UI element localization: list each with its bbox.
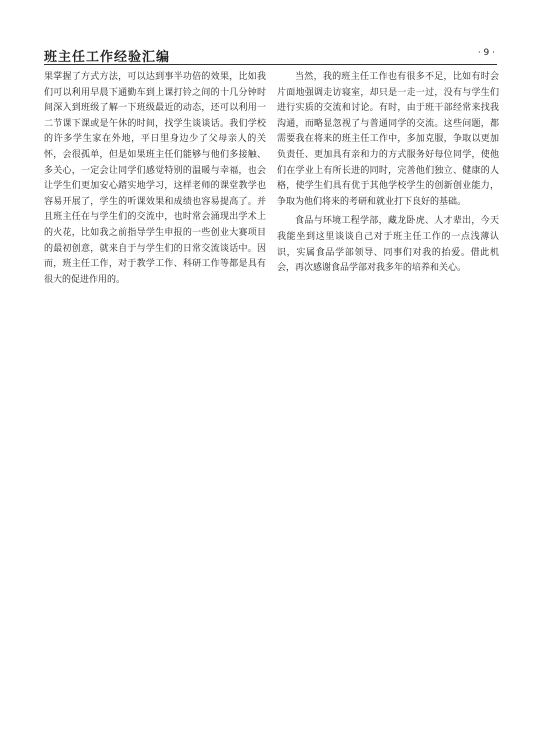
right-column <box>277 70 499 292</box>
page-number: · 9 · <box>477 48 495 58</box>
body-paragraph: 当然，我的班主任工作也有很多不足，比如有时会片面地强调走访寝室，却只是一走一过，没有与学生们进行实质的交流和讨论。有时，由于班干部经常来找我沟通，而略显忽视了与普通同学的交流。这些问题，都需要我在将来的班主任工作中，多加克服，争取以更加负责任、更加具有亲和力的方式服务好每位同学，使他们在学业上有所长进的同时，完善他们独立、健康的人格，使学生们具有优于其他学校学生的创新创业能力，争取为他们将来的考研和就业打下良好的基础。 <box>277 72 499 207</box>
body-paragraph: 食品与环境工程学部，藏龙卧虎、人才辈出，今天我能坐到这里谈谈自己对于班主任工作的一点浅薄认识，实属食品学部领导、同事们对我的抬爱。借此机会，再次感谢食品学部对我多年的培养和关心。 <box>277 216 499 274</box>
running-header <box>44 44 497 66</box>
running-header-title: 班主任工作经验汇编 <box>44 50 171 65</box>
two-column-body <box>44 70 499 292</box>
body-paragraph: 果掌握了方式方法，可以达到事半功倍的效果，比如我们可以利用早晨下通勤车到上课打铃之间的十几分钟时间深入到班级了解一下班级最近的动态，还可以利用一二节课下课或是午休的时间，找学生谈谈话。我们学校的许多学生家在外地，平日里身边少了父母亲人的关怀，会很孤单，但是如果班主任们能够与他们多接触、多关心，一定会让同学们感觉特别的温暖与幸福，也会让学生们更加安心踏实地学习，这样老师的课堂教学也容易开展了，学生的听课效果和成绩也容易提高了。并且班主任在与学生们的交流中，也时常会涌现出学术上的火花，比如我之前指导学生申报的一些创业大赛项目的最初创意，就来自于与学生们的日常交流谈话中。因而，班主任工作，对于教学工作、科研工作等都是具有很大的促进作用的。 <box>44 72 266 285</box>
left-column <box>44 70 266 292</box>
header-divider <box>44 64 497 65</box>
